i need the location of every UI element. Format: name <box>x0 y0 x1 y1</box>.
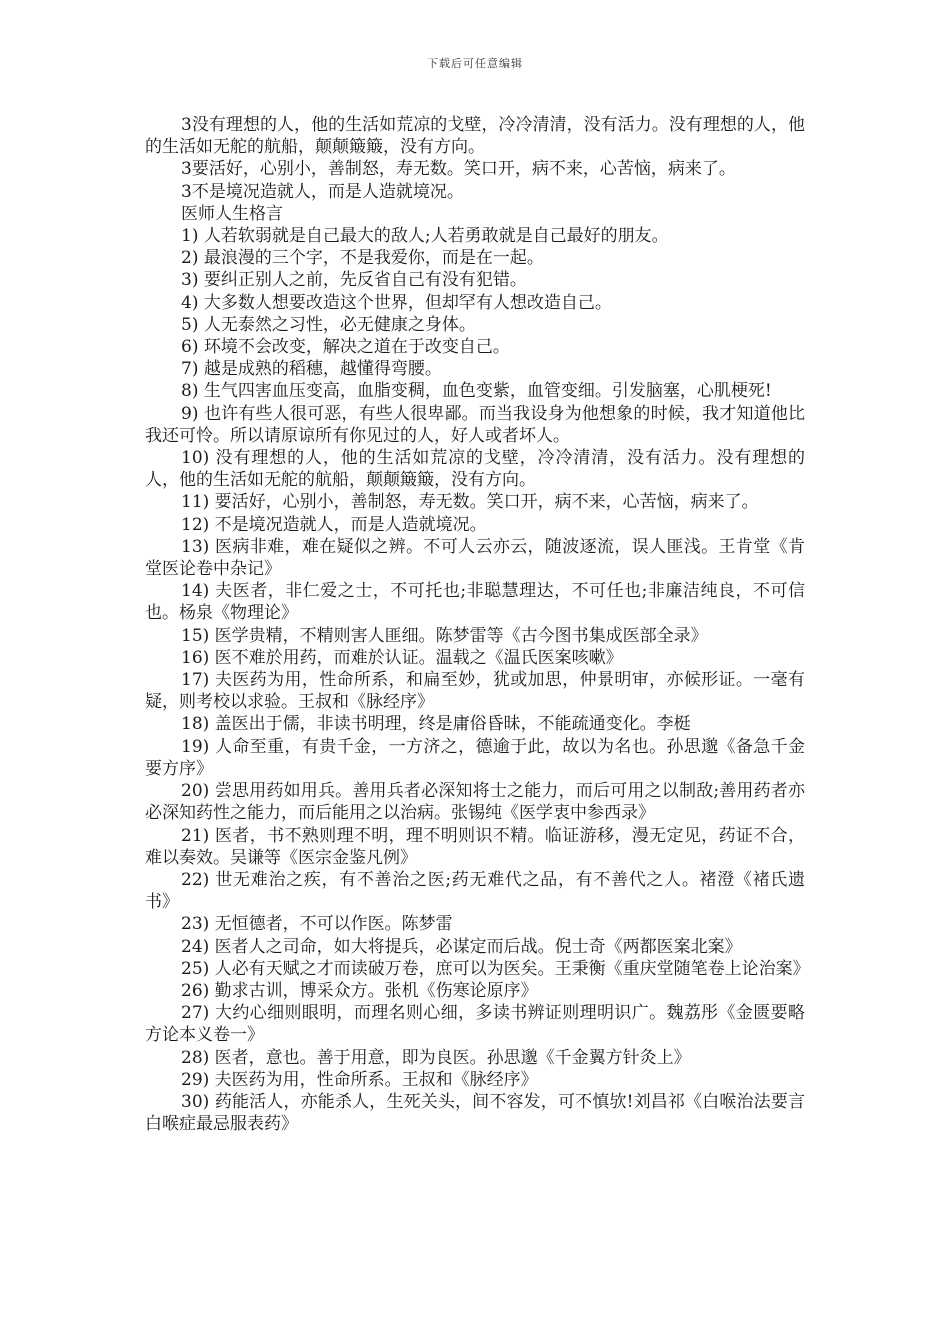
list-item: 6) 环境不会改变，解决之道在于改变自己。 <box>181 337 510 358</box>
list-item: 7) 越是成熟的稻穗，越懂得弯腰。 <box>181 359 442 380</box>
list-item: 28) 医者，意也。善于用意，即为良医。孙思邈《千金翼方针灸上》 <box>181 1047 691 1068</box>
list-item: 14) 夫医者，非仁爱之士，不可托也;非聪慧理达，不可任也;非廉洁纯良，不可信也。杨泉《物理论》 <box>145 581 805 624</box>
paragraph: 3不是境况造就人，而是人造就境况。 <box>181 181 464 202</box>
list-item: 3) 要纠正别人之前，先反省自己有没有犯错。 <box>181 270 527 291</box>
list-item: 27) 大约心细则眼明，而理名则心细，多读书辨证则理明识广。魏荔彤《金匮要略方论本义卷一》 <box>145 1003 805 1046</box>
list-item: 12) 不是境况造就人，而是人造就境况。 <box>181 514 487 535</box>
list-item: 15) 医学贵精，不精则害人匪细。陈梦雷等《古今图书集成医部全录》 <box>181 625 708 646</box>
document-body <box>145 114 810 1135</box>
list-item: 16) 医不难於用药，而难於认证。温载之《温氏医案咳嗽》 <box>181 647 623 668</box>
list-item: 30) 药能活人，亦能杀人，生死关头，间不容发，可不慎欤!刘昌祁《白喉治法要言白喉症最忌服表药》 <box>145 1091 805 1135</box>
list-item: 26) 勤求古训，博采众方。张机《伤寒论原序》 <box>181 980 538 1001</box>
list-item: 9) 也许有些人很可恶，有些人很卑鄙。而当我设身为他想象的时候，我才知道他比我还可怜。所以请原谅所有你见过的人，好人或者坏人。 <box>145 403 805 446</box>
list-item: 5) 人无泰然之习性，必无健康之身体。 <box>181 314 476 335</box>
list-item: 13) 医病非难，难在疑似之辨。不可人云亦云，随波逐流，误人匪浅。王肯堂《肯堂医论卷中杂记》 <box>145 536 805 580</box>
list-item: 21) 医者，书不熟则理不明，理不明则识不精。临证游移，漫无定见，药证不合，难以奏效。吴谦等《医宗金鉴凡例》 <box>145 825 805 868</box>
section-title: 医师人生格言 <box>181 203 283 224</box>
list-item: 1) 人若软弱就是自己最大的敌人;人若勇敢就是自己最好的朋友。 <box>181 226 669 247</box>
list-item: 22) 世无难治之疾，有不善治之医;药无难代之品，有不善代之人。褚澄《褚氏遗书》 <box>145 869 805 913</box>
list-item: 19) 人命至重，有贵千金，一方济之，德逾于此，故以为名也。孙思邈《备急千金要方序》 <box>145 736 805 779</box>
list-item: 11) 要活好，心别小，善制怒，寿无数。笑口开，病不来，心苦恼，病来了。 <box>181 492 759 513</box>
list-item: 29) 夫医药为用，性命所系。王叔和《脉经序》 <box>181 1069 538 1090</box>
list-item: 2) 最浪漫的三个字，不是我爱你，而是在一起。 <box>181 248 544 269</box>
list-item: 20) 尝思用药如用兵。善用兵者必深知将士之能力，而后可用之以制敌;善用药者亦必深知药性之能力，而后能用之以治病。张锡纯《医学衷中参西录》 <box>145 781 805 824</box>
list-item: 17) 夫医药为用，性命所系，和扁至妙，犹或加思，仲景明审，亦候形证。一毫有疑，则考校以求验。王叔和《脉经序》 <box>145 670 805 713</box>
page-header: 下载后可任意编辑 <box>427 57 523 70</box>
list-item: 4) 大多数人想要改造这个世界，但却罕有人想改造自己。 <box>181 292 612 313</box>
list-item: 23) 无恒德者，不可以作医。陈梦雷 <box>181 914 453 935</box>
list-item: 10) 没有理想的人，他的生活如荒凉的戈壁，冷冷清清，没有活力。没有理想的人，他的生活如无舵的航船，颠颠簸簸，没有方向。 <box>145 448 805 491</box>
list-item: 25) 人必有天赋之才而读破万卷，庶可以为医矣。王秉衡《重庆堂随笔卷上论治案》 <box>181 958 810 979</box>
list-item: 24) 医者人之司命，如大将提兵，必谋定而后战。倪士奇《两都医案北案》 <box>181 936 742 957</box>
paragraph: 3要活好，心别小，善制怒，寿无数。笑口开，病不来，心苦恼，病来了。 <box>181 159 736 180</box>
paragraph: 3没有理想的人，他的生活如荒凉的戈壁，冷冷清清，没有活力。没有理想的人，他的生活如无舵的航船，颠颠簸簸，没有方向。 <box>145 115 805 158</box>
list-item: 18) 盖医出于儒，非读书明理，终是庸俗昏昧，不能疏通变化。李梃 <box>181 714 691 735</box>
list-item: 8) 生气四害血压变高，血脂变稠，血色变紫，血管变细。引发脑塞，心肌梗死! <box>181 381 772 402</box>
